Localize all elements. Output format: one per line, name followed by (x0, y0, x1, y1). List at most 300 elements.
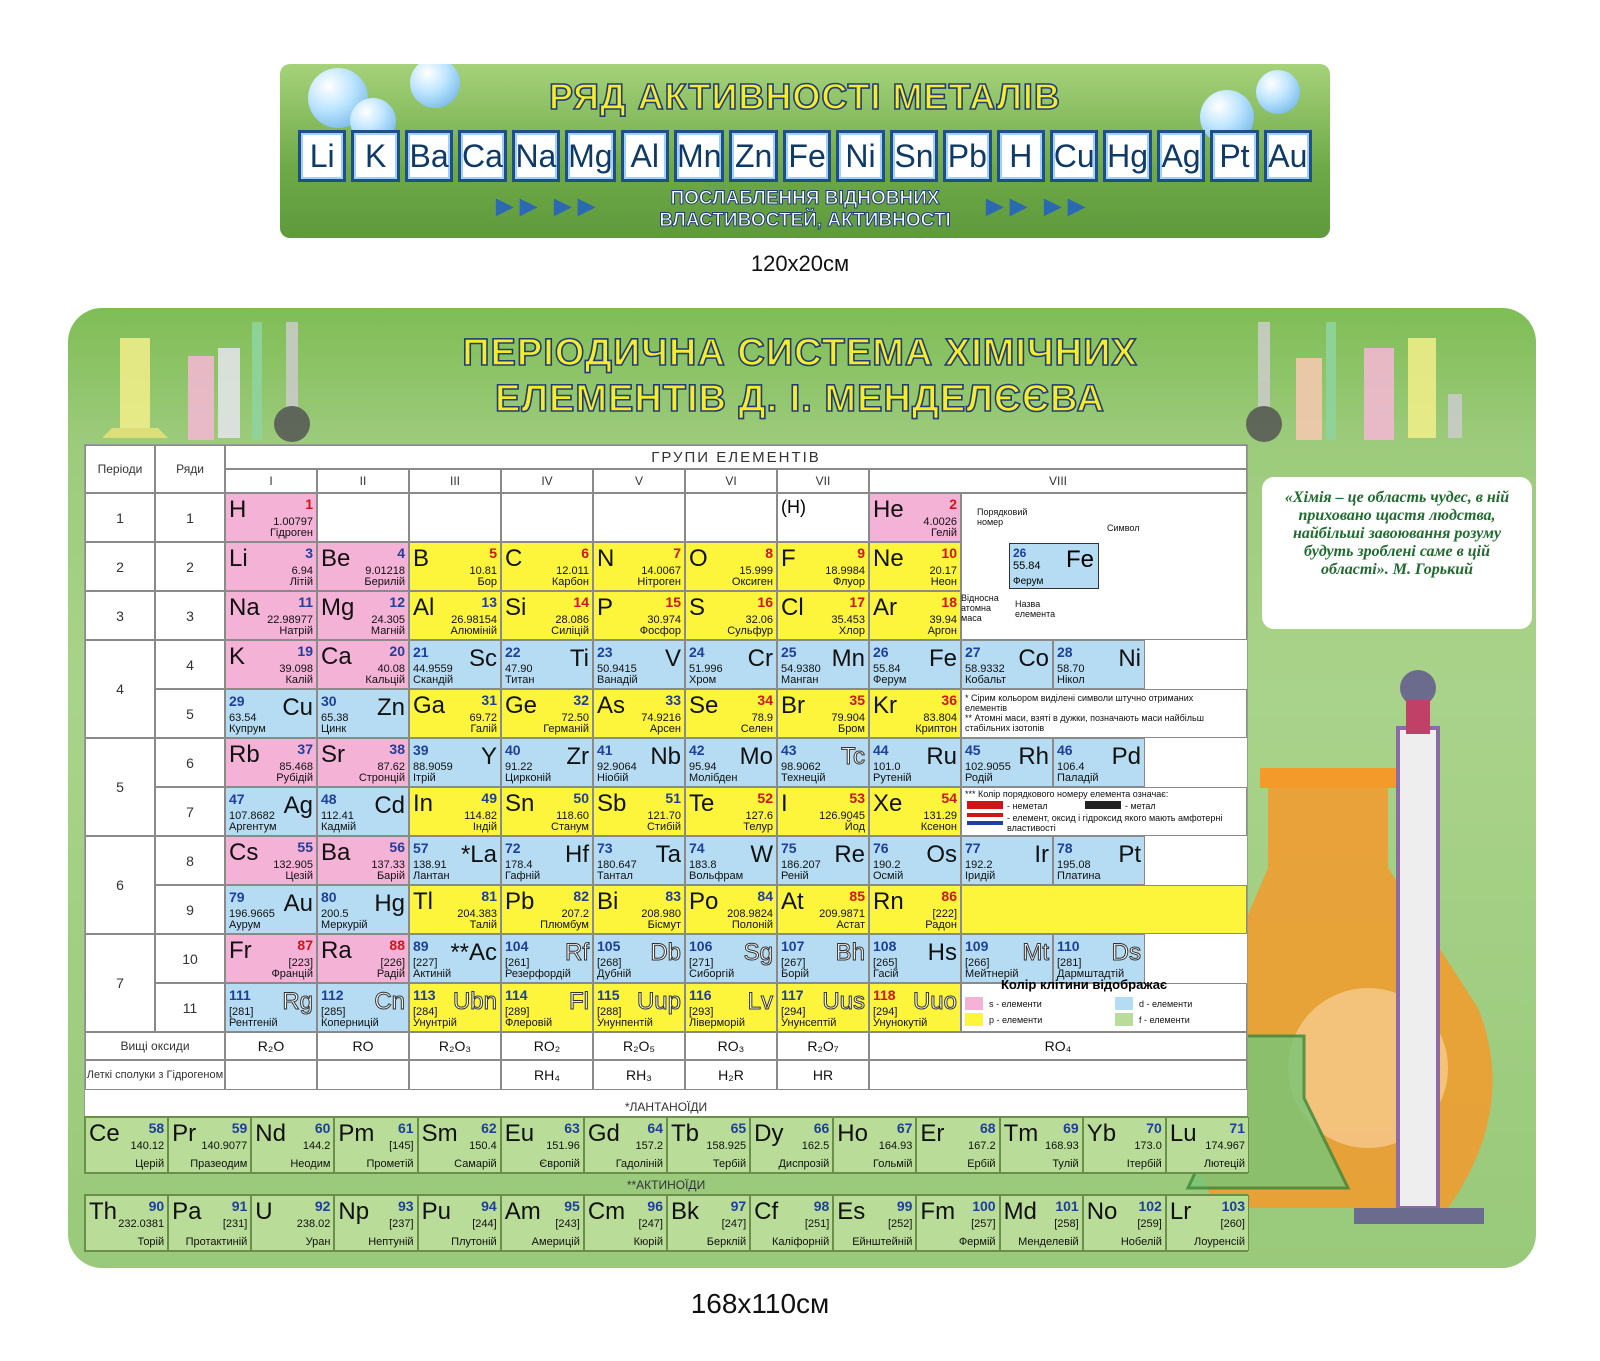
amphoteric-swatch (967, 813, 1003, 825)
f-element-cell-Gd (584, 1117, 667, 1173)
arrow-right-icon: ►► (548, 190, 596, 223)
empty-cell (685, 493, 777, 542)
element-symbol: Au (283, 890, 313, 917)
element-cell-Sn (501, 787, 593, 836)
element-name: Реній (781, 870, 809, 882)
atomic-mass: 121.70 (647, 810, 681, 822)
element-symbol: Cn (374, 988, 405, 1015)
group-header: IV (501, 469, 593, 493)
element-name: Цирконій (505, 772, 552, 784)
atomic-mass: 204.383 (457, 908, 497, 920)
atomic-mass: [285] (321, 1006, 346, 1018)
element-symbol: Ce (89, 1120, 120, 1147)
element-name: Калій (285, 674, 313, 686)
element-cell-Ac (409, 934, 501, 983)
period-number: 1 (85, 493, 155, 542)
atomic-mass: 58.70 (1057, 663, 1085, 675)
element-symbol: Co (1018, 645, 1049, 672)
element-name: Сиборгій (689, 968, 735, 980)
atomic-number: 87 (297, 937, 313, 953)
element-name: Бор (477, 576, 497, 588)
atomic-mass: [223] (288, 957, 313, 969)
atomic-mass: 63.54 (229, 712, 257, 724)
note-mass: ** Атомні маси, взяті в дужки, позначають маси найбільш стабільних ізотопів (965, 713, 1204, 733)
element-symbol: Nb (650, 743, 681, 770)
atomic-number: 35 (849, 692, 865, 708)
element-name: Каліфорній (771, 1236, 830, 1248)
groups-header: ГРУПИ ЕЛЕМЕНТІВ (225, 445, 1247, 469)
element-symbol: S (689, 594, 706, 621)
hydrides-label: Леткі сполуки з Гідрогеном (85, 1060, 225, 1090)
atomic-mass: 39.098 (279, 663, 313, 675)
higher-oxide: RO₃ (685, 1032, 777, 1060)
element-cell-K (225, 640, 317, 689)
atomic-mass: [265] (873, 957, 898, 969)
element-name: Актиній (413, 968, 452, 980)
atomic-number: 54 (941, 790, 957, 806)
element-symbol: Rf (565, 939, 589, 966)
row-number: 9 (155, 885, 225, 934)
row-number: 11 (155, 983, 225, 1032)
period-number: 7 (85, 934, 155, 1032)
atomic-mass: [281] (1057, 957, 1082, 969)
atomic-number: 72 (505, 840, 521, 856)
higher-oxide: RO (317, 1032, 409, 1060)
element-name: Платина (1057, 870, 1101, 882)
element-cell-Mo (685, 738, 777, 787)
row-number: 3 (155, 591, 225, 640)
element-symbol: Mg (321, 594, 355, 621)
element-symbol: Lv (747, 988, 773, 1015)
element-symbol: Al (413, 594, 435, 621)
atomic-mass: 173.0 (1134, 1140, 1162, 1152)
atomic-number: 46 (1057, 742, 1073, 758)
element-name: Кобальт (965, 674, 1007, 686)
f-element-cell-Tb (667, 1117, 750, 1173)
atomic-mass: 208.980 (641, 908, 681, 920)
atomic-number: 13 (481, 594, 497, 610)
metal-symbol: Zn (729, 130, 777, 182)
atomic-mass: 4.0026 (923, 516, 957, 528)
atomic-number: 64 (647, 1120, 663, 1136)
row-number: 4 (155, 640, 225, 689)
element-symbol: *La (460, 841, 497, 868)
element-name: Ербій (967, 1158, 996, 1170)
element-cell-Y (409, 738, 501, 787)
element-cell-Tc (777, 738, 869, 787)
metal-symbol: Ag (1157, 130, 1205, 182)
element-cell-Cs (225, 836, 317, 885)
element-name: Меркурій (321, 919, 368, 931)
metal-symbol: Al (621, 130, 669, 182)
empty-cell (409, 493, 501, 542)
atomic-mass: 83.804 (923, 712, 957, 724)
atomic-number: 29 (229, 693, 245, 709)
element-symbol: Gd (587, 1120, 620, 1147)
atomic-number: 95 (564, 1198, 580, 1214)
group-header: III (409, 469, 501, 493)
atomic-number: 16 (757, 594, 773, 610)
atomic-number: 31 (481, 692, 497, 708)
element-symbol: Th (89, 1198, 118, 1225)
element-symbol: H (229, 496, 247, 523)
f-element-cell-Np (334, 1195, 417, 1251)
periodic-table-title (0, 330, 1600, 422)
atomic-number: 100 (972, 1198, 996, 1214)
element-cell-Te (685, 787, 777, 836)
element-name: Криптон (915, 723, 957, 735)
group-header: VI (685, 469, 777, 493)
element-name: Лантан (413, 870, 450, 882)
atomic-number: 18 (941, 594, 957, 610)
element-name: Дубній (597, 968, 632, 980)
atomic-number: 42 (689, 742, 705, 758)
volatile-hydride (409, 1060, 501, 1090)
element-name: Радон (925, 919, 957, 931)
atomic-number: 6 (581, 545, 589, 561)
element-cell-S (685, 591, 777, 640)
element-name: Мейтнерій (965, 968, 1019, 980)
atomic-mass: 74.9216 (641, 712, 681, 724)
element-name: Диспрозій (778, 1158, 830, 1170)
element-symbol: Ne (873, 545, 904, 572)
element-cell-Fe (869, 640, 961, 689)
atomic-mass: 200.5 (321, 908, 349, 920)
atomic-number: 2 (949, 496, 957, 512)
element-name: Оксиген (731, 576, 773, 588)
atomic-mass: 208.9824 (727, 908, 773, 920)
f-element-cell-Dy (750, 1117, 833, 1173)
element-name: Тулій (1052, 1158, 1079, 1170)
atomic-mass: 72.50 (561, 712, 589, 724)
element-name: Аргентум (229, 821, 277, 833)
element-symbol: K (229, 643, 246, 670)
element-name: Резерфордій (505, 968, 571, 980)
group-header: I (225, 469, 317, 493)
element-symbol: F (781, 545, 796, 572)
element-name: Лоуренсій (1193, 1236, 1245, 1248)
element-cell-Rg (225, 983, 317, 1032)
element-symbol: Tb (671, 1120, 700, 1147)
atomic-mass: 87.62 (377, 761, 405, 773)
element-cell-Mn (777, 640, 869, 689)
atomic-mass: 28.086 (555, 614, 589, 626)
arrow-right-icon: ►► (1038, 190, 1086, 223)
element-name: Літій (289, 576, 313, 588)
element-name: Натрій (279, 625, 313, 637)
element-cell-Hf (501, 836, 593, 885)
element-name: Галій (470, 723, 497, 735)
element-name: Фосфор (639, 625, 681, 637)
atomic-number: 5 (489, 545, 497, 561)
element-symbol: Ra (321, 937, 352, 964)
atomic-number: 33 (665, 692, 681, 708)
atomic-number: 81 (481, 888, 497, 904)
atomic-mass: [237] (389, 1218, 414, 1230)
atomic-number: 50 (573, 790, 589, 806)
element-symbol: Cm (587, 1198, 626, 1225)
element-cell-Tl (409, 885, 501, 934)
atomic-number: 22 (505, 644, 521, 660)
element-name: Менделевій (1018, 1236, 1079, 1248)
element-name: Манган (781, 674, 819, 686)
element-symbol: Te (689, 790, 715, 817)
element-cell-Hg (317, 885, 409, 934)
atomic-mass: 157.2 (635, 1140, 663, 1152)
element-symbol: He (873, 496, 904, 523)
atomic-mass: 6.94 (291, 565, 313, 577)
atomic-number: 12 (389, 594, 405, 610)
atomic-number: 116 (689, 987, 712, 1003)
element-cell-Co (961, 640, 1053, 689)
metal-symbol: Na (512, 130, 560, 182)
f-element-cell-Am (501, 1195, 584, 1251)
element-cell-P (593, 591, 685, 640)
element-symbol: C (505, 545, 523, 572)
atomic-number: 34 (757, 692, 773, 708)
element-name: Карбон (551, 576, 589, 588)
element-symbol: Sm (421, 1120, 458, 1147)
amphoteric-label: - елемент, оксид і гідроксид якого мають амфотерні властивості (1007, 813, 1223, 833)
atomic-number: 67 (896, 1120, 913, 1136)
atomic-number: 94 (481, 1198, 497, 1214)
atomic-number: 56 (389, 839, 405, 855)
f-element-cell-Fm (916, 1195, 999, 1251)
element-cell-Ca (317, 640, 409, 689)
volatile-hydride: HR (777, 1060, 869, 1090)
element-symbol: Hf (565, 841, 589, 868)
element-name: Америцій (531, 1236, 580, 1248)
element-cell-Cl (777, 591, 869, 640)
element-cell-Zr (501, 738, 593, 787)
atomic-mass: 178.4 (505, 859, 533, 871)
atomic-mass: [243] (555, 1218, 580, 1230)
element-symbol: Pb (505, 888, 535, 915)
atomic-mass: [145] (389, 1140, 414, 1152)
atomic-number: 115 (597, 987, 620, 1003)
atomic-mass: 180.647 (597, 859, 637, 871)
element-symbol: Bi (597, 888, 619, 915)
atomic-mass: 158.925 (706, 1140, 747, 1152)
atomic-mass: 51.996 (689, 663, 723, 675)
element-name: Бром (837, 723, 865, 735)
atomic-mass: 9.01218 (365, 565, 405, 577)
element-cell-Uup (593, 983, 685, 1032)
element-name: Францій (271, 968, 313, 980)
element-name: Гольмій (873, 1158, 913, 1170)
element-name: Дармштадтій (1057, 968, 1125, 980)
element-symbol: Sb (597, 790, 627, 817)
element-symbol: Li (229, 545, 248, 572)
element-cell-Mt (961, 934, 1053, 983)
atomic-mass: 65.38 (321, 712, 349, 724)
metal-symbol: Pb (943, 130, 991, 182)
atomic-number: 73 (597, 840, 613, 856)
atomic-mass: 195.08 (1057, 859, 1091, 871)
element-name: Кадмій (321, 821, 357, 833)
element-symbol: In (413, 790, 434, 817)
empty-cell (501, 493, 593, 542)
element-symbol: No (1086, 1198, 1118, 1225)
element-symbol: Re (834, 841, 865, 868)
element-symbol: Mo (739, 743, 773, 770)
element-cell-Mg (317, 591, 409, 640)
period-number: 6 (85, 836, 155, 934)
atomic-mass: [261] (505, 957, 530, 969)
element-cell-Po (685, 885, 777, 934)
element-symbol: Bk (671, 1198, 700, 1225)
element-cell-Fr (225, 934, 317, 983)
atomic-number: 47 (229, 791, 245, 807)
metal-label: - метал (1125, 801, 1156, 811)
element-symbol: Ag (283, 792, 313, 819)
element-symbol: Pr (172, 1120, 197, 1147)
atomic-mass: 192.2 (965, 859, 993, 871)
atomic-number: 7 (673, 545, 681, 561)
atomic-mass: 44.9559 (413, 663, 453, 675)
key-atomic-number-label: Порядковий номер (977, 507, 1028, 527)
atomic-mass: 162.5 (801, 1140, 830, 1152)
p-block-label: p - елементи (989, 1015, 1043, 1025)
element-symbol: Ds (1111, 939, 1141, 966)
element-name: Самарій (454, 1158, 497, 1170)
element-symbol: Es (837, 1198, 866, 1225)
element-cell-Ubn (409, 983, 501, 1032)
element-cell-Pb (501, 885, 593, 934)
element-symbol: Na (229, 594, 260, 621)
element-cell-Uus (777, 983, 869, 1032)
element-symbol: P (597, 594, 614, 621)
element-name: Стибій (646, 821, 681, 833)
element-symbol: B (413, 545, 430, 572)
element-cell-Al (409, 591, 501, 640)
atomic-mass: 40.08 (377, 663, 405, 675)
volatile-hydride: RH₃ (593, 1060, 685, 1090)
atomic-number: 108 (873, 938, 897, 954)
atomic-mass: 138.91 (413, 859, 447, 871)
atomic-mass: 174.967 (1205, 1140, 1245, 1152)
hydrogen-paren: (H) (781, 497, 806, 517)
period-number: 5 (85, 738, 155, 836)
element-symbol: Pt (1118, 841, 1141, 868)
element-name: Гідроген (269, 527, 313, 539)
element-name: Молібден (689, 772, 738, 784)
element-symbol: W (750, 841, 773, 868)
note-artificial: * Сірим кольором виділені символи штучно отриманих елементів (965, 693, 1194, 713)
atomic-number: 26 (873, 644, 889, 660)
key-symbol-label: Символ (1107, 523, 1140, 533)
element-symbol: Ir (1034, 841, 1049, 868)
element-symbol: Rb (229, 741, 260, 768)
banner-size-label: 120x20см (750, 251, 850, 276)
element-name: Уран (305, 1236, 331, 1248)
atomic-number: 43 (781, 742, 797, 758)
metal-symbol: Mn (674, 130, 724, 182)
element-name: Ванадій (597, 674, 638, 686)
element-symbol: **Ac (450, 939, 497, 966)
atomic-mass: 14.0067 (641, 565, 681, 577)
element-cell-In (409, 787, 501, 836)
element-cell-Ni (1053, 640, 1145, 689)
atomic-mass: [258] (1054, 1218, 1079, 1230)
element-symbol: Po (689, 888, 719, 915)
element-symbol: Ge (505, 692, 538, 719)
atomic-mass: [293] (689, 1006, 714, 1018)
atomic-mass: 140.9077 (201, 1140, 248, 1152)
metal-symbol: Fe (783, 130, 831, 182)
element-key (961, 497, 1227, 637)
atomic-number: 101 (1055, 1198, 1079, 1214)
element-cell-Ba (317, 836, 409, 885)
f-element-cell-Cf (750, 1195, 833, 1251)
element-name: Полоній (731, 919, 773, 931)
element-name: Аргон (927, 625, 957, 637)
element-symbol: Ni (1118, 645, 1141, 672)
atomic-number: 65 (730, 1120, 747, 1136)
element-cell-Ne (869, 542, 961, 591)
atomic-mass: 92.9064 (597, 761, 637, 773)
element-symbol: Np (338, 1198, 370, 1225)
atomic-mass: 196.9665 (229, 908, 275, 920)
atomic-mass: 183.8 (689, 859, 717, 871)
atomic-number: 76 (873, 840, 889, 856)
element-symbol: I (781, 790, 788, 817)
banner-title: РЯД АКТИВНОСТІ МЕТАЛІВ (549, 76, 1061, 117)
atomic-number: 107 (781, 938, 805, 954)
element-name: Ферум (873, 674, 907, 686)
element-cell-V (593, 640, 685, 689)
element-symbol: Y (480, 743, 497, 770)
atomic-number: 55 (297, 839, 313, 855)
f-element-cell-Tm (1000, 1117, 1083, 1173)
rows-header: Ряди (155, 445, 225, 493)
element-cell-Sc (409, 640, 501, 689)
atomic-mass: 88.9059 (413, 761, 453, 773)
atomic-number: 68 (979, 1120, 996, 1136)
element-name: Іридій (965, 870, 996, 882)
atomic-mass: 164.93 (878, 1140, 913, 1152)
empty-cell (961, 885, 1247, 934)
atomic-number: 8 (765, 545, 773, 561)
atomic-mass: 168.93 (1045, 1140, 1079, 1152)
element-cell-H (225, 493, 317, 542)
atomic-number: 27 (965, 644, 981, 660)
element-symbol: Cr (747, 645, 773, 672)
f-element-cell-Th (85, 1195, 168, 1251)
f-element-cell-Pm (334, 1117, 417, 1173)
element-cell-Ru (869, 738, 961, 787)
atomic-number: 84 (757, 888, 773, 904)
atomic-mass: 26.98154 (451, 614, 497, 626)
element-cell-Sr (317, 738, 409, 787)
atomic-number: 88 (389, 937, 405, 953)
key-sample-cell (1009, 543, 1099, 589)
element-name: Неон (930, 576, 957, 588)
element-cell-Lv (685, 983, 777, 1032)
atomic-number: 9 (857, 545, 865, 561)
atomic-number: 77 (965, 840, 981, 856)
atomic-mass: [289] (505, 1006, 530, 1018)
key-name: Ферум (1013, 576, 1044, 587)
higher-oxide: RO₄ (869, 1032, 1247, 1060)
atomic-number: 86 (941, 888, 957, 904)
element-name: Барій (376, 870, 405, 882)
f-element-cell-Bk (667, 1195, 750, 1251)
f-element-cell-Ce (85, 1117, 168, 1173)
atomic-mass: 35.453 (831, 614, 865, 626)
element-symbol: Bh (835, 939, 865, 966)
atomic-mass: 78.9 (751, 712, 773, 724)
